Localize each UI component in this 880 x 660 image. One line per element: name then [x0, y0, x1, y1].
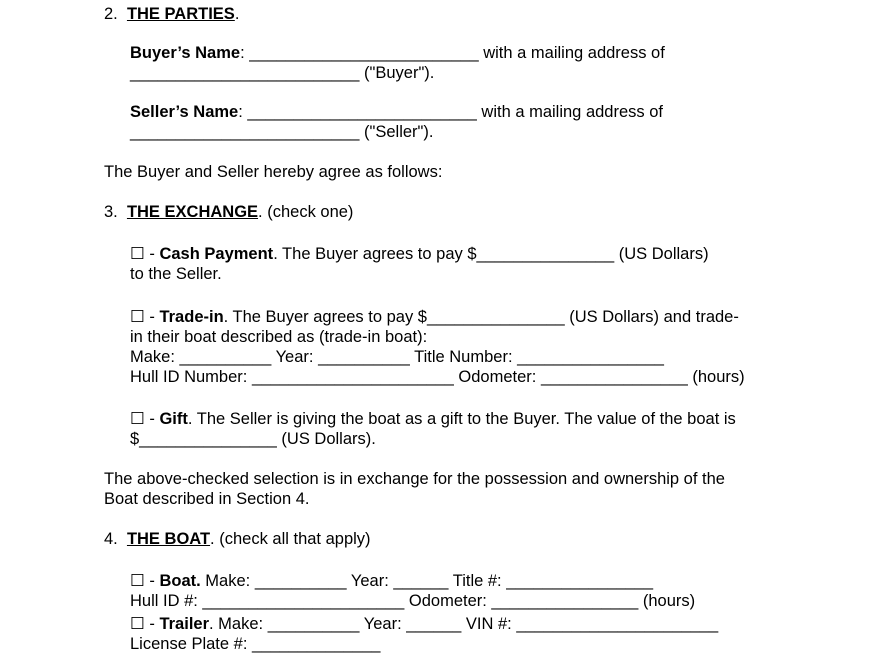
cash-payment-text[interactable]: . The Buyer agrees to pay $_______________ (US Dollars) — [273, 245, 709, 263]
above-checked-line2: Boat described in Section 4. — [104, 490, 310, 508]
trade-in-label: Trade-in — [159, 308, 224, 326]
cash-payment-option — [130, 244, 709, 264]
cash-payment-checkbox[interactable]: ☐ — [130, 245, 145, 263]
section-title: THE EXCHANGE — [126, 203, 259, 221]
gift-text: . The Seller is giving the boat as a gift to the Buyer. The value of the boat is — [187, 410, 736, 428]
gift-value-line[interactable]: $_______________ (US Dollars). — [130, 430, 376, 448]
cash-payment-label: Cash Payment — [159, 245, 274, 263]
section-4-heading — [104, 529, 371, 549]
section-title: THE PARTIES — [126, 5, 235, 23]
above-checked-line1: The above-checked selection is in exchange for the possession and ownership of the — [104, 470, 725, 488]
section-title-suffix: . (check one) — [258, 203, 354, 221]
trade-in-checkbox[interactable]: ☐ — [130, 308, 145, 326]
trailer-label: Trailer — [159, 615, 210, 633]
section-title: THE BOAT — [126, 530, 211, 548]
option-dash: - — [144, 245, 160, 263]
section-3-heading — [104, 202, 353, 222]
boat-option — [130, 571, 653, 591]
seller-name-field[interactable]: : _________________________ with a mailing address of — [238, 103, 663, 121]
section-title-suffix: . — [234, 5, 240, 23]
trade-in-text[interactable]: . The Buyer agrees to pay $_______________ (US Dollars) and trade- — [223, 308, 739, 326]
section-title-suffix: . (check all that apply) — [210, 530, 371, 548]
gift-option — [130, 409, 736, 429]
boat-label: Boat. — [159, 572, 201, 590]
buyer-name-field[interactable]: : _________________________ with a mailing address of — [240, 44, 665, 62]
trailer-checkbox[interactable]: ☐ — [130, 615, 145, 633]
trailer-text[interactable]: . Make: __________ Year: ______ VIN #: ______________________ — [209, 615, 719, 633]
section-2-heading — [104, 4, 239, 24]
section-number: 4. — [104, 530, 118, 548]
trade-in-hull-odometer[interactable]: Hull ID Number: ______________________ Odometer: ________________ (hours) — [130, 368, 745, 386]
trade-in-line2: in their boat described as (trade-in boat): — [130, 328, 428, 346]
buyer-name-label: Buyer’s Name — [130, 44, 241, 62]
agreement-text: The Buyer and Seller hereby agree as follows: — [104, 163, 443, 181]
option-dash: - — [144, 308, 160, 326]
section-number: 3. — [104, 203, 118, 221]
trade-in-option — [130, 307, 739, 327]
option-dash: - — [144, 572, 160, 590]
section-number: 2. — [104, 5, 118, 23]
buyer-name-line — [130, 43, 665, 63]
gift-checkbox[interactable]: ☐ — [130, 410, 145, 428]
boat-checkbox[interactable]: ☐ — [130, 572, 145, 590]
seller-name-label: Seller’s Name — [130, 103, 239, 121]
trailer-license-plate[interactable]: License Plate #: ______________ — [130, 635, 381, 653]
seller-name-line — [130, 102, 663, 122]
buyer-address-line[interactable]: _________________________ ("Buyer"). — [130, 64, 435, 82]
seller-address-line[interactable]: _________________________ ("Seller"). — [130, 123, 434, 141]
option-dash: - — [144, 410, 160, 428]
cash-payment-line2: to the Seller. — [130, 265, 222, 283]
trailer-option — [130, 614, 718, 634]
trade-in-make-year-title[interactable]: Make: __________ Year: __________ Title Number: ________________ — [130, 348, 664, 366]
option-dash: - — [144, 615, 160, 633]
gift-label: Gift — [159, 410, 188, 428]
boat-text[interactable]: Make: __________ Year: ______ Title #: ________________ — [200, 572, 654, 590]
boat-hull-odometer[interactable]: Hull ID #: ______________________ Odometer: ________________ (hours) — [130, 592, 696, 610]
